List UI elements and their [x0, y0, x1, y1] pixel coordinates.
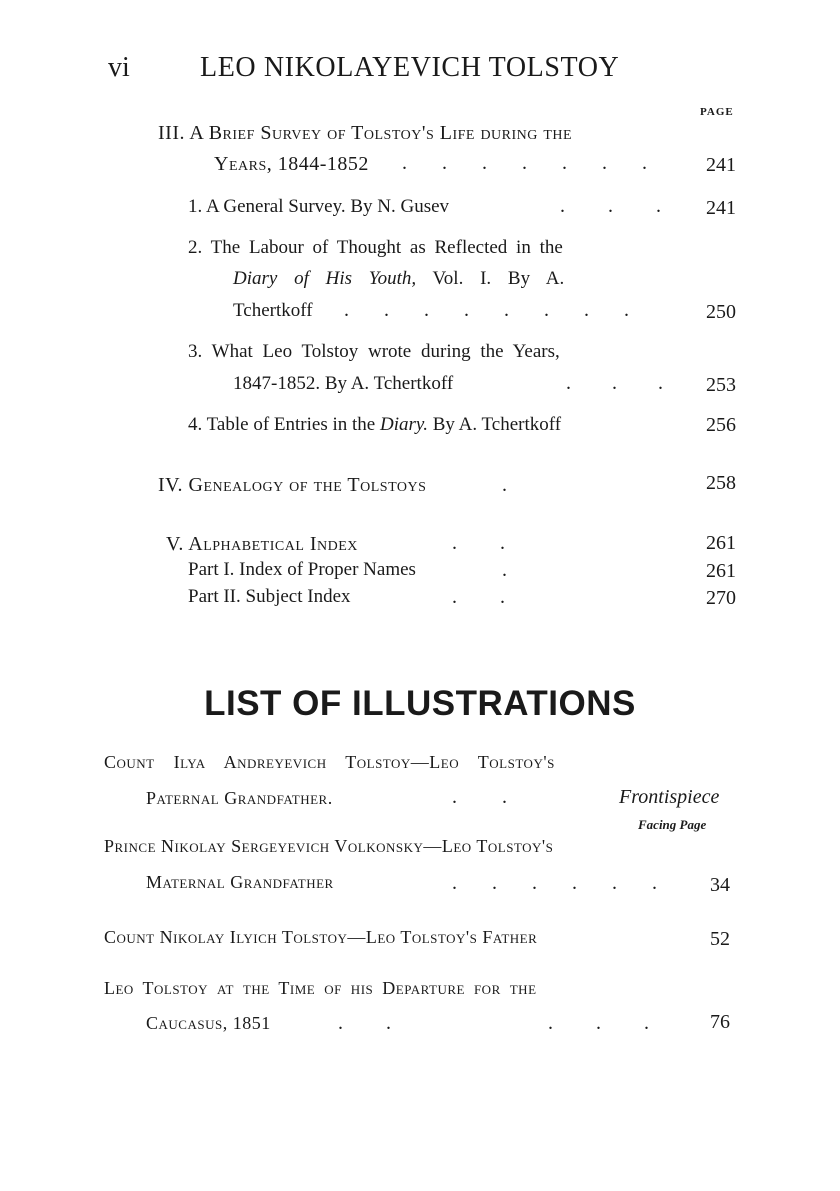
- illustration-4-line-2: Caucasus, 1851: [146, 1013, 271, 1033]
- toc-part-1: Part I. Index of Proper Names: [188, 559, 416, 580]
- illustration-leader-dots: . . . . . .: [452, 872, 657, 894]
- toc-page-number: 250: [706, 301, 736, 323]
- page-number: vi: [108, 52, 130, 83]
- toc-item-4-author: By A. Tchertkoff: [428, 414, 562, 435]
- toc-leader-dots: . .: [452, 532, 505, 554]
- toc-leader-dots: . .: [452, 586, 505, 608]
- page-column-label: PAGE: [700, 106, 734, 118]
- toc-leader-dots: . . .: [566, 372, 663, 394]
- toc-leader-dots: . . . . . . .: [402, 152, 647, 174]
- toc-item-4: [188, 414, 561, 436]
- toc-item-1: 1. A General Survey. By N. Gusev: [188, 196, 450, 217]
- toc-item-2-author: Tchertkoff: [233, 300, 313, 321]
- toc-page-number: 256: [706, 414, 736, 436]
- illustration-3-line-1: Count Nikolay Ilyich Tolstoy—Leo Tolstoy's Father: [104, 927, 538, 947]
- illustration-page-number: 76: [710, 1011, 730, 1033]
- illustrations-title: LIST OF ILLUSTRATIONS: [204, 684, 636, 723]
- toc-section-3-years: Years, 1844-1852: [214, 153, 369, 175]
- toc-leader-dots: . . .: [560, 195, 661, 217]
- diary-title: Diary.: [379, 414, 428, 435]
- toc-section-3-heading: III. A Brief Survey of Tolstoy's Life during the: [158, 122, 573, 144]
- toc-section-5: V. Alphabetical Index: [166, 533, 358, 555]
- illustration-1-line-2: Paternal Grandfather.: [146, 788, 333, 808]
- diary-title: Diary of His Youth,: [233, 268, 417, 289]
- toc-item-2: 2. The Labour of Thought as Reflected in the: [188, 237, 563, 258]
- toc-part-2: Part II. Subject Index: [188, 586, 351, 607]
- toc-page-number: 241: [706, 197, 736, 219]
- toc-item-3-line-2: 1847-1852. By A. Tchertkoff: [233, 373, 454, 394]
- toc-item-4-prefix: 4. Table of Entries in the: [188, 414, 380, 435]
- toc-page-number: 258: [706, 472, 736, 494]
- illustration-leader-dots: . .: [452, 786, 507, 808]
- illustration-2-line-2: Maternal Grandfather: [146, 872, 334, 892]
- toc-page-number: 241: [706, 154, 736, 176]
- illustration-2-line-1: Prince Nikolay Sergeyevich Volkonsky—Leo Tolstoy's: [104, 836, 554, 856]
- toc-item-2-line-2: [233, 268, 564, 290]
- illustration-page-number: 52: [710, 928, 730, 950]
- facing-page-label: Facing Page: [638, 817, 707, 832]
- toc-page-number: 270: [706, 587, 736, 609]
- toc-leader-dots: . . . . . . . .: [344, 299, 629, 321]
- toc-leader-dots: .: [502, 559, 507, 581]
- illustration-leader-dots: . .: [338, 1012, 391, 1034]
- illustration-page-number: 34: [710, 874, 730, 896]
- toc-page-number: 261: [706, 560, 736, 582]
- illustration-1-line-1: Count Ilya Andreyevich Tolstoy—Leo Tolstoy's: [104, 752, 555, 772]
- running-title: LEO NIKOLAYEVICH TOLSTOY: [200, 52, 620, 83]
- toc-item-2-volume: Vol. I. By A.: [416, 268, 565, 289]
- frontispiece-label: Frontispiece: [619, 786, 720, 808]
- toc-leader-dots: .: [502, 474, 507, 496]
- illustration-leader-dots: . . .: [548, 1012, 649, 1034]
- illustration-4-line-1: Leo Tolstoy at the Time of his Departure for the: [104, 978, 537, 998]
- toc-page-number: 253: [706, 374, 736, 396]
- toc-section-4: IV. Genealogy of the Tolstoys: [158, 474, 427, 496]
- toc-page-number: 261: [706, 532, 736, 554]
- toc-item-3: 3. What Leo Tolstoy wrote during the Years,: [188, 341, 560, 362]
